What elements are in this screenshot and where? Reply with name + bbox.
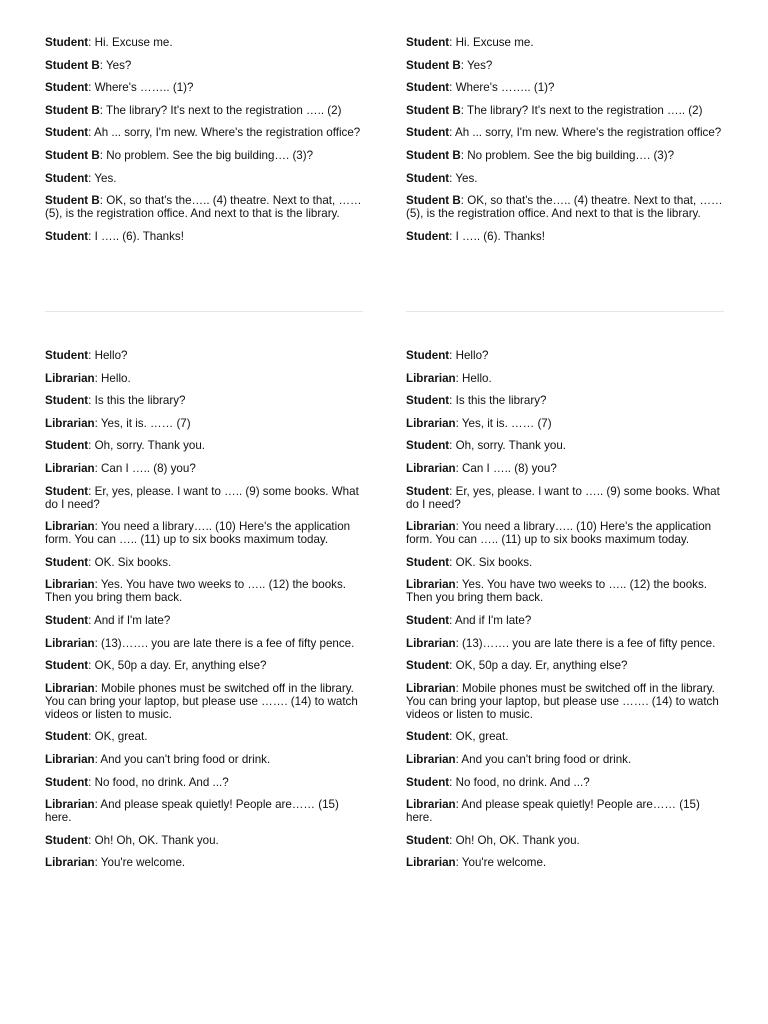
speaker-name: Student xyxy=(406,730,450,744)
dialogue-line xyxy=(45,578,363,604)
dialogue-line xyxy=(406,462,724,475)
line-text: : Oh! Oh, OK. Thank you. xyxy=(88,833,219,847)
line-text: : Yes? xyxy=(99,58,132,72)
line-text: : No food, no drink. And ...? xyxy=(449,775,590,789)
dialogue-line xyxy=(45,637,363,650)
line-text: : Hi. Excuse me. xyxy=(88,36,173,49)
line-text: : Can I ….. (8) you? xyxy=(94,461,196,475)
line-text: : OK, 50p a day. Er, anything else? xyxy=(88,659,267,673)
dialogue-line xyxy=(45,556,363,569)
speaker-name: Librarian xyxy=(406,520,456,534)
speaker-name: Student xyxy=(45,659,89,673)
line-text: : And if I'm late? xyxy=(449,613,532,627)
line-text: : Yes, it is. …… (7) xyxy=(94,416,191,430)
line-text: : OK, so that's the….. (4) theatre. Next to that, …… (5), is the registration office. And next to that is the library. xyxy=(406,194,723,221)
speaker-name: Student xyxy=(45,349,89,362)
dialogue-line xyxy=(45,520,363,546)
line-text: : Ah ... sorry, I'm new. Where's the registration office? xyxy=(88,126,361,140)
dialogue-line xyxy=(406,172,724,185)
dialogue-line xyxy=(45,230,363,243)
line-text: : Hello. xyxy=(455,371,492,385)
line-text: : The library? It's next to the registration ….. (2) xyxy=(460,103,703,117)
line-text: : Yes. xyxy=(88,171,117,185)
line-text: : The library? It's next to the registration ….. (2) xyxy=(99,103,342,117)
speaker-name: Librarian xyxy=(406,578,456,592)
line-text: : Yes. You have two weeks to ….. (12) the books. Then you bring them back. xyxy=(406,578,707,605)
line-text: : And if I'm late? xyxy=(88,613,171,627)
speaker-name: Student xyxy=(45,730,89,744)
dialogue-line xyxy=(45,753,363,766)
line-text: : Er, yes, please. I want to ….. (9) some books. What do I need? xyxy=(45,484,359,511)
line-text: : You're welcome. xyxy=(94,856,186,870)
dialogue-line xyxy=(45,372,363,385)
speaker-name: Student xyxy=(406,36,450,49)
line-text: : OK. Six books. xyxy=(449,555,533,569)
dialogue-registration xyxy=(406,36,724,252)
dialogue-line xyxy=(406,36,724,49)
line-text: : You need a library….. (10) Here's the application form. You can ….. (11) up to six books maximum today. xyxy=(45,520,351,547)
speaker-name: Student B xyxy=(45,194,100,208)
speaker-name: Librarian xyxy=(45,520,95,534)
speaker-name: Student xyxy=(45,775,89,789)
dialogue-line xyxy=(45,439,363,452)
line-text: : OK, great. xyxy=(88,730,148,744)
line-text: : Yes, it is. …… (7) xyxy=(455,416,552,430)
dialogue-library xyxy=(45,349,363,879)
dialogue-line xyxy=(45,856,363,869)
speaker-name: Librarian xyxy=(45,416,95,430)
dialogue-line xyxy=(406,614,724,627)
speaker-name: Student xyxy=(45,36,89,49)
speaker-name: Student xyxy=(406,349,450,362)
speaker-name: Librarian xyxy=(406,798,456,812)
speaker-name: Student xyxy=(45,171,89,185)
speaker-name: Librarian xyxy=(45,636,95,650)
speaker-name: Librarian xyxy=(406,371,456,385)
speaker-name: Student xyxy=(45,439,89,453)
dialogue-line xyxy=(45,659,363,672)
dialogue-line xyxy=(406,104,724,117)
line-text: : (13)……. you are late there is a fee of fifty pence. xyxy=(94,636,355,650)
dialogue-line xyxy=(406,194,724,220)
line-text: : Where's …….. (1)? xyxy=(449,81,555,95)
dialogue-line xyxy=(406,578,724,604)
line-text: : Hello? xyxy=(88,349,128,362)
line-text: : OK, so that's the….. (4) theatre. Next to that, …… (5), is the registration office. And next to that is the library. xyxy=(45,194,362,221)
dialogue-line xyxy=(406,776,724,789)
dialogue-line xyxy=(406,417,724,430)
line-text: : Hello. xyxy=(94,371,131,385)
speaker-name: Student B xyxy=(406,58,461,72)
dialogue-line xyxy=(45,798,363,824)
dialogue-line xyxy=(45,417,363,430)
dialogue-line xyxy=(406,659,724,672)
speaker-name: Librarian xyxy=(406,461,456,475)
line-text: : Is this the library? xyxy=(88,394,186,408)
dialogue-line xyxy=(406,856,724,869)
dialogue-line xyxy=(406,81,724,94)
dialogue-library xyxy=(406,349,724,879)
dialogue-line xyxy=(406,798,724,824)
speaker-name: Student xyxy=(406,439,450,453)
line-text: : No problem. See the big building…. (3)? xyxy=(99,148,314,162)
dialogue-line xyxy=(45,462,363,475)
dialogue-line xyxy=(406,682,724,721)
dialogue-line xyxy=(45,776,363,789)
dialogue-line xyxy=(45,36,363,49)
speaker-name: Student xyxy=(45,81,89,95)
dialogue-line xyxy=(406,556,724,569)
dialogue-line xyxy=(406,439,724,452)
line-text: : Is this the library? xyxy=(449,394,547,408)
line-text: : Oh, sorry. Thank you. xyxy=(449,439,566,453)
speaker-name: Student xyxy=(45,484,89,498)
line-text: : Can I ….. (8) you? xyxy=(455,461,557,475)
dialogue-line xyxy=(45,730,363,743)
dialogue-line xyxy=(45,59,363,72)
dialogue-line xyxy=(45,149,363,162)
speaker-name: Student B xyxy=(45,58,100,72)
dialogue-line xyxy=(406,394,724,407)
speaker-name: Student xyxy=(406,229,450,243)
line-text: : And you can't bring food or drink. xyxy=(455,752,632,766)
dialogue-line xyxy=(45,682,363,721)
line-text: : OK. Six books. xyxy=(88,555,172,569)
line-text: : Where's …….. (1)? xyxy=(88,81,194,95)
dialogue-line xyxy=(406,730,724,743)
dialogue-line xyxy=(45,194,363,220)
speaker-name: Student xyxy=(406,775,450,789)
dialogue-line xyxy=(45,834,363,847)
line-text: : I ….. (6). Thanks! xyxy=(449,229,545,243)
speaker-name: Student xyxy=(45,229,89,243)
speaker-name: Librarian xyxy=(45,681,95,695)
line-text: : And please speak quietly! People are…… (15) here. xyxy=(45,798,339,825)
speaker-name: Librarian xyxy=(406,416,456,430)
speaker-name: Librarian xyxy=(406,752,456,766)
speaker-name: Student xyxy=(406,555,450,569)
speaker-name: Librarian xyxy=(406,636,456,650)
dialogue-line xyxy=(45,394,363,407)
line-text: : Er, yes, please. I want to ….. (9) some books. What do I need? xyxy=(406,484,720,511)
dialogue-line xyxy=(406,149,724,162)
line-text: : Oh! Oh, OK. Thank you. xyxy=(449,833,580,847)
dialogue-line xyxy=(406,753,724,766)
dialogue-line xyxy=(406,230,724,243)
line-text: : Mobile phones must be switched off in the library. You can bring your laptop, but please use ……. (14) to watch videos or listen to music. xyxy=(406,681,719,721)
speaker-name: Student xyxy=(406,484,450,498)
dialogue-line xyxy=(406,485,724,511)
dialogue-line xyxy=(406,349,724,362)
dialogue-line xyxy=(45,485,363,511)
line-text: : (13)……. you are late there is a fee of fifty pence. xyxy=(455,636,716,650)
speaker-name: Student B xyxy=(45,103,100,117)
line-text: : Yes. You have two weeks to ….. (12) the books. Then you bring them back. xyxy=(45,578,346,605)
line-text: : No food, no drink. And ...? xyxy=(88,775,229,789)
line-text: : Oh, sorry. Thank you. xyxy=(88,439,205,453)
speaker-name: Student xyxy=(45,394,89,408)
dialogue-line xyxy=(45,172,363,185)
speaker-name: Student xyxy=(406,81,450,95)
line-text: : Yes. xyxy=(449,171,478,185)
speaker-name: Student xyxy=(45,555,89,569)
speaker-name: Student xyxy=(45,126,89,140)
line-text: : I ….. (6). Thanks! xyxy=(88,229,184,243)
dialogue-line xyxy=(45,81,363,94)
section-divider xyxy=(406,311,724,312)
speaker-name: Librarian xyxy=(45,371,95,385)
dialogue-line xyxy=(406,520,724,546)
line-text: : And you can't bring food or drink. xyxy=(94,752,271,766)
speaker-name: Librarian xyxy=(45,461,95,475)
line-text: : Hello? xyxy=(449,349,489,362)
section-divider xyxy=(45,311,363,312)
speaker-name: Student xyxy=(406,394,450,408)
speaker-name: Librarian xyxy=(45,578,95,592)
speaker-name: Student xyxy=(45,833,89,847)
speaker-name: Student B xyxy=(406,148,461,162)
speaker-name: Student B xyxy=(45,148,100,162)
dialogue-line xyxy=(406,834,724,847)
line-text: : You're welcome. xyxy=(455,856,547,870)
line-text: : OK, great. xyxy=(449,730,509,744)
speaker-name: Librarian xyxy=(406,856,456,870)
speaker-name: Student xyxy=(45,613,89,627)
line-text: : You need a library….. (10) Here's the application form. You can ….. (11) up to six books maximum today. xyxy=(406,520,712,547)
line-text: : Hi. Excuse me. xyxy=(449,36,534,49)
line-text: : Yes? xyxy=(460,58,493,72)
speaker-name: Librarian xyxy=(45,798,95,812)
speaker-name: Student xyxy=(406,613,450,627)
line-text: : Mobile phones must be switched off in the library. You can bring your laptop, but please use ……. (14) to watch videos or listen to music. xyxy=(45,681,358,721)
speaker-name: Librarian xyxy=(45,752,95,766)
speaker-name: Librarian xyxy=(45,856,95,870)
speaker-name: Student xyxy=(406,659,450,673)
dialogue-line xyxy=(406,372,724,385)
speaker-name: Student xyxy=(406,126,450,140)
dialogue-line xyxy=(45,614,363,627)
line-text: : And please speak quietly! People are…… (15) here. xyxy=(406,798,700,825)
speaker-name: Student B xyxy=(406,103,461,117)
dialogue-registration xyxy=(45,36,363,252)
dialogue-line xyxy=(406,59,724,72)
dialogue-line xyxy=(406,637,724,650)
speaker-name: Student xyxy=(406,171,450,185)
dialogue-line xyxy=(45,104,363,117)
line-text: : OK, 50p a day. Er, anything else? xyxy=(449,659,628,673)
line-text: : Ah ... sorry, I'm new. Where's the registration office? xyxy=(449,126,722,140)
speaker-name: Student xyxy=(406,833,450,847)
dialogue-line xyxy=(45,126,363,139)
dialogue-line xyxy=(406,126,724,139)
speaker-name: Student B xyxy=(406,194,461,208)
dialogue-line xyxy=(45,349,363,362)
speaker-name: Librarian xyxy=(406,681,456,695)
line-text: : No problem. See the big building…. (3)? xyxy=(460,148,675,162)
